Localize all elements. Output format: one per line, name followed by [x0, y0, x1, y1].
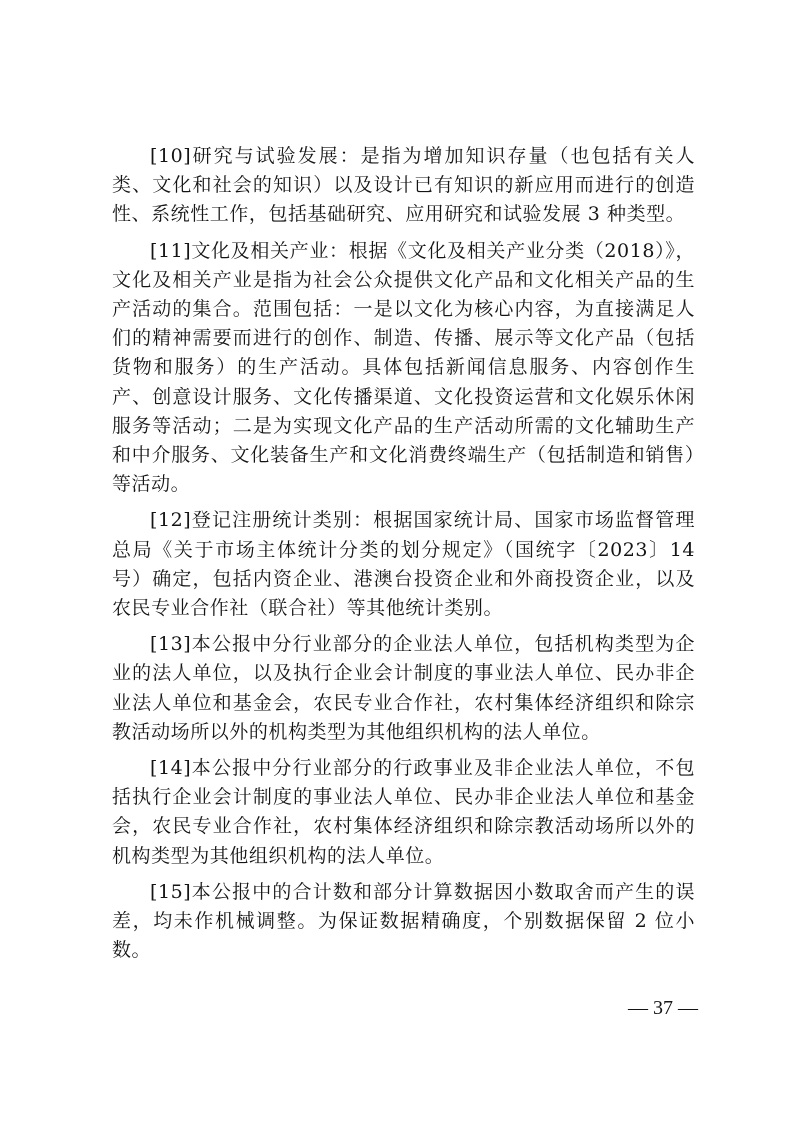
note-paragraph-12: [12]登记注册统计类别：根据国家统计局、国家市场监督管理总局《关于市场主体统计分类的划分规定》（国统字〔2023〕14 号）确定，包括内资企业、港澳台投资企业和外商投资企业，以及农民专业合作社（联合社）等其他统计类别。 — [112, 509, 695, 620]
note-paragraph-14: [14]本公报中分行业部分的行政事业及非企业法人单位，不包括执行企业会计制度的事业法人单位、民办非企业法人单位和基金会，农民专业合作社，农村集体经济组织和除宗教活动场所以外的机构类型为其他组织机构的法人单位。 — [112, 757, 695, 867]
note-paragraph-10: [10]研究与试验发展：是指为增加知识存量（也包括有关人类、文化和社会的知识）以及设计已有知识的新应用而进行的创造性、系统性工作，包括基础研究、应用研究和试验发展 3 种类型。 — [112, 145, 695, 226]
note-paragraph-13: [13]本公报中分行业部分的企业法人单位，包括机构类型为企业的法人单位，以及执行企业会计制度的事业法人单位、民办非企业法人单位和基金会，农民专业合作社，农村集体经济组织和除宗教活动场所以外的机构类型为其他组织机构的法人单位。 — [112, 633, 695, 743]
note-paragraph-11: [11]文化及相关产业：根据《文化及相关产业分类（2018）》，文化及相关产业是指为社会公众提供文化产品和文化相关产品的生产活动的集合。范围包括：一是以文化为核心内容，为直接满足人们的精神需要而进行的创作、制造、传播、展示等文化产品（包括货物和服务）的生产活动。具体包括新闻信息服务、内容创作生产、创意设计服务、文化传播渠道、文化投资运营和文化娱乐休闲服务等活动；二是为实现文化产品的生产活动所需的文化辅助生产和中介服务、文化装备生产和文化消费终端生产（包括制造和销售）等活动。 — [112, 239, 695, 496]
notes-body — [112, 142, 695, 972]
note-paragraph-15: [15]本公报中的合计数和部分计算数据因小数取舍而产生的误差，均未作机械调整。为保证数据精确度，个别数据保留 2 位小数。 — [112, 880, 695, 962]
page-number: — 37 — — [628, 997, 698, 1019]
